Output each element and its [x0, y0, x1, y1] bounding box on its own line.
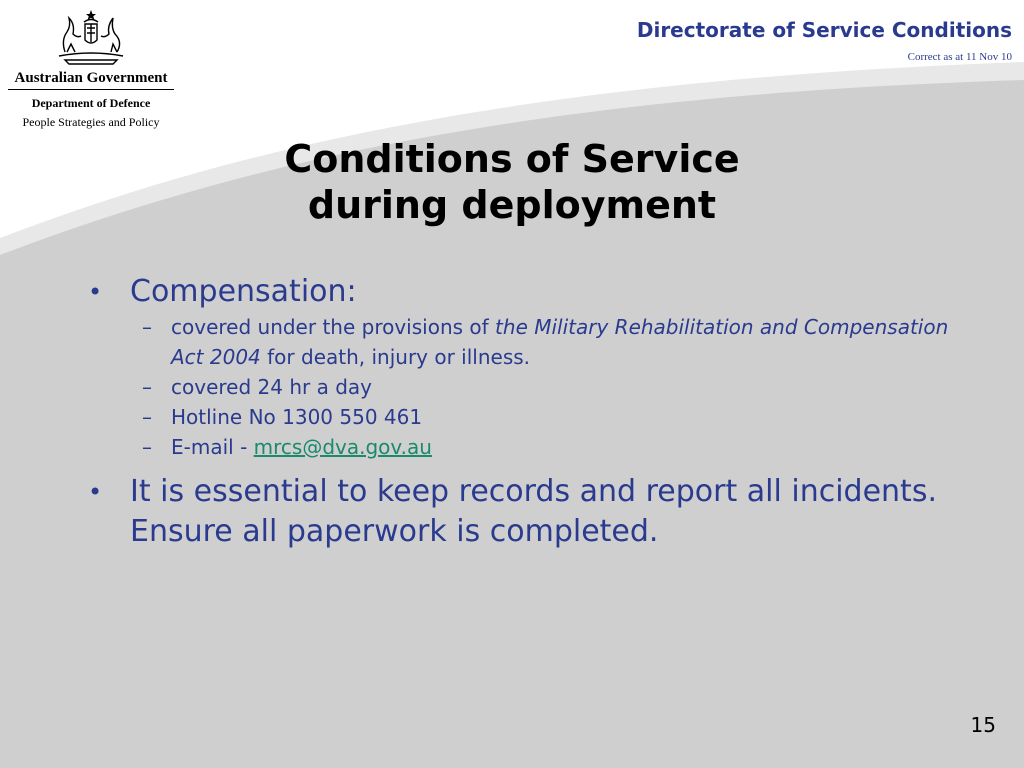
sub-bullet-text — [171, 432, 432, 462]
sub-bullet-hotline — [142, 402, 964, 432]
bullet-dot-icon: • — [88, 478, 103, 506]
dash-icon: – — [142, 405, 152, 429]
sub-bullet-coverage — [142, 372, 964, 402]
government-logo — [8, 6, 174, 130]
dash-icon: – — [142, 315, 152, 339]
bullet-records — [84, 472, 964, 552]
bullet-dot-icon: • — [88, 278, 103, 306]
email-prefix: E-mail - — [171, 435, 254, 459]
directorate-heading: Directorate of Service Conditions — [636, 18, 1012, 42]
slide-title — [190, 136, 834, 228]
provisions-suffix: for death, injury or illness. — [260, 345, 531, 369]
bullet-compensation — [84, 272, 964, 312]
sub-bullet-email — [142, 432, 964, 462]
dash-icon: – — [142, 435, 152, 459]
sub-bullet-text: Hotline No 1300 550 461 — [171, 405, 423, 429]
title-line-1: Conditions of Service — [284, 137, 740, 181]
bullet-text: Compensation: — [130, 274, 357, 309]
sub-bullet-text: covered 24 hr a day — [171, 375, 372, 399]
correct-as-at-date: Correct as at 11 Nov 10 — [907, 51, 1012, 63]
provisions-text: covered under the provisions of — [171, 315, 496, 339]
government-name: Australian Government — [8, 70, 174, 90]
act-name: the Military Rehabilitation and Compensation Act 2004 — [171, 315, 949, 369]
sub-bullet-provisions — [142, 312, 964, 372]
sub-bullet-text — [171, 312, 964, 372]
title-line-2: during deployment — [307, 183, 717, 227]
bullet-text: It is essential to keep records and report all incidents. Ensure all paperwork is completed. — [130, 474, 937, 549]
email-link[interactable]: mrcs@dva.gov.au — [253, 435, 432, 459]
page-number: 15 — [970, 713, 996, 737]
division-name: People Strategies and Policy — [22, 115, 160, 129]
coat-of-arms-icon — [51, 6, 131, 68]
department-name: Department of Defence — [31, 96, 151, 110]
slide-content — [84, 272, 964, 552]
dash-icon: – — [142, 375, 152, 399]
